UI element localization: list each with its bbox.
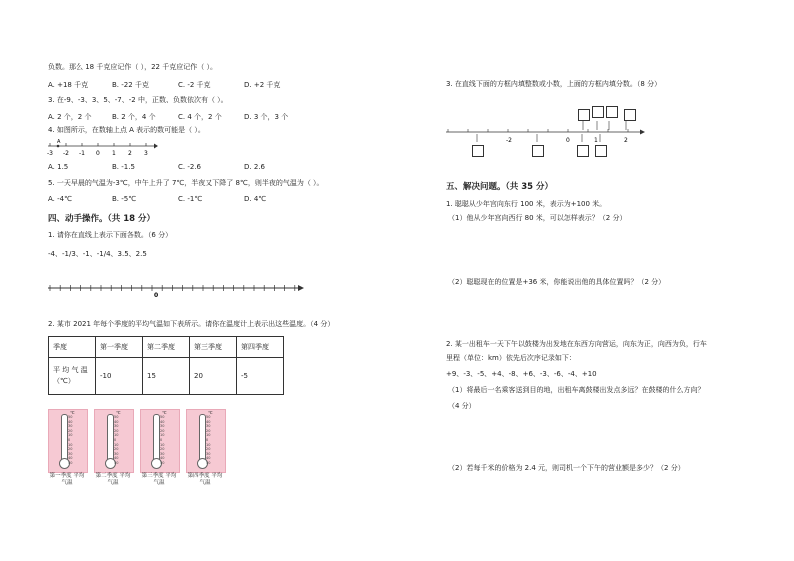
option-d: D. 2.6 [244, 163, 265, 171]
number-line-q4 [46, 138, 158, 160]
thermo-tick-label: 20 [206, 447, 211, 452]
thermometer-q4[interactable] [186, 409, 226, 473]
table-header: 季度 [49, 337, 96, 358]
tick-label: 3 [144, 150, 148, 157]
answer-box-top[interactable] [592, 106, 604, 118]
thermo-tick-label: 10 [68, 433, 73, 438]
option-a: A. 1.5 [48, 163, 69, 171]
question-4: 4. 如图所示，在数轴上点 A 表示的数可能是（ ）。 [48, 126, 205, 134]
thermo-tick-label: 30 [206, 424, 211, 429]
thermo-tick-label: 10 [160, 433, 165, 438]
table-header-row [49, 337, 284, 358]
thermo-tick-label: 40 [206, 456, 211, 461]
thermo-tick-label: 40 [114, 419, 119, 424]
section-5-title: 五、解决问题。（共 35 分） [446, 182, 553, 192]
problem-2-line-2: 里程（单位：km）依先后次序记录如下： [446, 354, 576, 362]
thermo-tick-label: 40 [68, 419, 73, 424]
thermo-scale [68, 415, 72, 466]
thermo-tick-label: 0 [206, 437, 209, 442]
thermo-tick-label: 30 [68, 424, 73, 429]
answer-box-bottom[interactable] [595, 145, 607, 157]
question-5: 5. 一天早晨的气温为-3℃，中午上升了 7℃，半夜又下降了 8℃，则半夜的气温为（ ）。 [48, 179, 324, 187]
thermo-tick-label: 10 [114, 433, 119, 438]
number-line-plot [48, 280, 304, 300]
thermo-tick-label: 30 [114, 451, 119, 456]
problem-2-data: +9、-3、-5、+4、-8、+6、-3、-6、-4、+10 [446, 370, 597, 378]
thermometer-tube [199, 414, 206, 462]
option-d: D. +2 千克 [244, 81, 281, 89]
thermo-tick-label: 40 [160, 419, 165, 424]
table-header: 第一季度 [96, 337, 143, 358]
table-row [49, 358, 284, 395]
number-line-fill [446, 118, 646, 148]
thermometer-q3[interactable] [140, 409, 180, 473]
tick-label: -3 [47, 150, 53, 157]
problem-1-part-2: （2）聪聪现在的位置是+36 米，你能说出他的具体位置吗？（2 分） [448, 278, 666, 286]
option-c: C. -2.6 [178, 163, 201, 171]
option-c: C. 4 个，2 个 [178, 113, 222, 121]
thermo-tick-label: 0 [114, 437, 117, 442]
numbers-to-plot: -4、-1/3、-1、-1/4、3.5、2.5 [48, 250, 147, 258]
section-4-question-1: 1. 请你在直线上表示下面各数。（6 分） [48, 231, 173, 239]
thermo-tick-label: 20 [114, 428, 119, 433]
thermometer-q2[interactable] [94, 409, 134, 473]
thermometer-label: 第一季度 平均气温 [49, 473, 85, 486]
thermo-unit: ℃ [70, 410, 75, 415]
thermometer-label: 第四季度 平均气温 [187, 473, 223, 486]
thermometer-label: 第二季度 平均气温 [95, 473, 131, 486]
tick-label: -1 [79, 150, 85, 157]
thermo-tick-label: 50 [68, 415, 73, 419]
thermo-tick-label: 10 [206, 433, 211, 438]
thermo-tick-label: 30 [160, 451, 165, 456]
thermo-tick-label: 40 [206, 419, 211, 424]
thermo-tick-label: 50 [206, 415, 211, 419]
thermo-unit: ℃ [116, 410, 121, 415]
section-4-title: 四、动手操作。（共 18 分） [48, 214, 155, 224]
option-a: A. -4℃ [48, 195, 72, 203]
thermo-tick-label: 20 [68, 428, 73, 433]
thermo-tick-label: 30 [160, 424, 165, 429]
answer-box-bottom[interactable] [577, 145, 589, 157]
option-b: B. -1.5 [112, 163, 135, 171]
option-b: B. 2 个，4 个 [112, 113, 156, 121]
thermo-tick-label: 10 [68, 442, 73, 447]
tick-label: 0 [96, 150, 100, 157]
thermometer-tube [107, 414, 114, 462]
thermo-scale [160, 415, 164, 466]
thermometer-label: 第三季度 平均气温 [141, 473, 177, 486]
thermo-tick-label: 10 [114, 442, 119, 447]
thermometer-tube [153, 414, 160, 462]
option-b: B. -5℃ [112, 195, 137, 203]
option-d: D. 3 个，3 个 [244, 113, 289, 121]
answer-box-bottom[interactable] [532, 145, 544, 157]
answer-box-bottom[interactable] [472, 145, 484, 157]
table-cell: -5 [237, 358, 284, 395]
thermo-tick-label: 20 [68, 447, 73, 452]
option-c: C. -2 千克 [178, 81, 211, 89]
option-a: A. 2 个，2 个 [48, 113, 92, 121]
point-a-label: A [57, 139, 61, 145]
table-header: 第二季度 [143, 337, 190, 358]
temperature-table [48, 336, 284, 395]
table-cell: 20 [190, 358, 237, 395]
problem-2-part-2: （2）若每千米的价格为 2.4 元，则司机一个下午的营业额是多少？（2 分） [448, 464, 685, 472]
thermometer-tube [61, 414, 68, 462]
point-a [57, 145, 60, 148]
table-row-label: 平 均 气 温（℃） [49, 358, 96, 395]
thermo-tick-label: 20 [114, 447, 119, 452]
table-header: 第四季度 [237, 337, 284, 358]
answer-box-top[interactable] [606, 106, 618, 118]
thermo-tick-label: 40 [160, 456, 165, 461]
zero-label: 0 [154, 292, 159, 299]
question-3: 3. 在-9、-3、3、5、-7、-2 中，正数、负数依次有（ ）。 [48, 96, 228, 104]
thermo-tick-label: 0 [68, 437, 71, 442]
section-4-question-2: 2. 某市 2021 年每个季度的平均气温如下表所示。请你在温度计上表示出这些温度。（4 分） [48, 320, 335, 328]
table-cell: 15 [143, 358, 190, 395]
option-d: D. 4℃ [244, 195, 267, 203]
thermo-tick-label: 20 [206, 428, 211, 433]
problem-1: 1. 聪聪从少年宫向东行 100 米，表示为+100 米。 [446, 200, 607, 208]
tick-label: 1 [112, 150, 116, 157]
thermo-tick-label: 10 [206, 442, 211, 447]
thermo-scale [114, 415, 118, 466]
problem-2: 2. 某一出租车一天下午以鼓楼为出发地在东西方向营运，向东为正，向西为负，行车 [446, 340, 707, 348]
problem-1-part-1: （1）他从少年宫向西行 80 米，可以怎样表示？（2 分） [448, 214, 627, 222]
thermo-unit: ℃ [208, 410, 213, 415]
thermo-tick-label: 20 [160, 428, 165, 433]
thermo-tick-label: 50 [160, 415, 165, 419]
tick-label: 0 [566, 137, 570, 144]
thermo-tick-label: 30 [68, 451, 73, 456]
thermo-tick-label: 50 [114, 415, 119, 419]
section-3-question-3: 3. 在直线下面的方框内填整数或小数，上面的方框内填分数。（8 分） [446, 80, 662, 88]
thermo-tick-label: 10 [160, 442, 165, 447]
question-intro: 负数。那么 18 千克应记作（ ），22 千克应记作（ ）。 [48, 63, 217, 71]
tick-label: -2 [63, 150, 69, 157]
thermo-scale [206, 415, 210, 466]
problem-2-part-1-score: （4 分） [448, 402, 476, 410]
thermo-tick-label: 50 [206, 460, 211, 465]
thermo-tick-label: 40 [68, 456, 73, 461]
thermo-tick-label: 50 [114, 460, 119, 465]
thermo-tick-label: 30 [114, 424, 119, 429]
table-cell: -10 [96, 358, 143, 395]
thermometer-q1[interactable] [48, 409, 88, 473]
thermo-unit: ℃ [162, 410, 167, 415]
table-header: 第三季度 [190, 337, 237, 358]
tick-label: 2 [128, 150, 132, 157]
thermo-tick-label: 0 [160, 437, 163, 442]
thermo-tick-label: 40 [114, 456, 119, 461]
tick-label: 2 [624, 137, 628, 144]
option-b: B. -22 千克 [112, 81, 149, 89]
thermo-tick-label: 30 [206, 451, 211, 456]
option-c: C. -1℃ [178, 195, 203, 203]
thermo-tick-label: 50 [68, 460, 73, 465]
tick-label: -2 [506, 137, 512, 144]
tick-label: 1 [594, 137, 598, 144]
thermo-tick-label: 20 [160, 447, 165, 452]
problem-2-part-1: （1）将最后一名乘客送到目的地，出租车离鼓楼出发点多远？在鼓楼的什么方向？ [448, 386, 705, 394]
thermo-tick-label: 50 [160, 460, 165, 465]
option-a: A. +18 千克 [48, 81, 89, 89]
